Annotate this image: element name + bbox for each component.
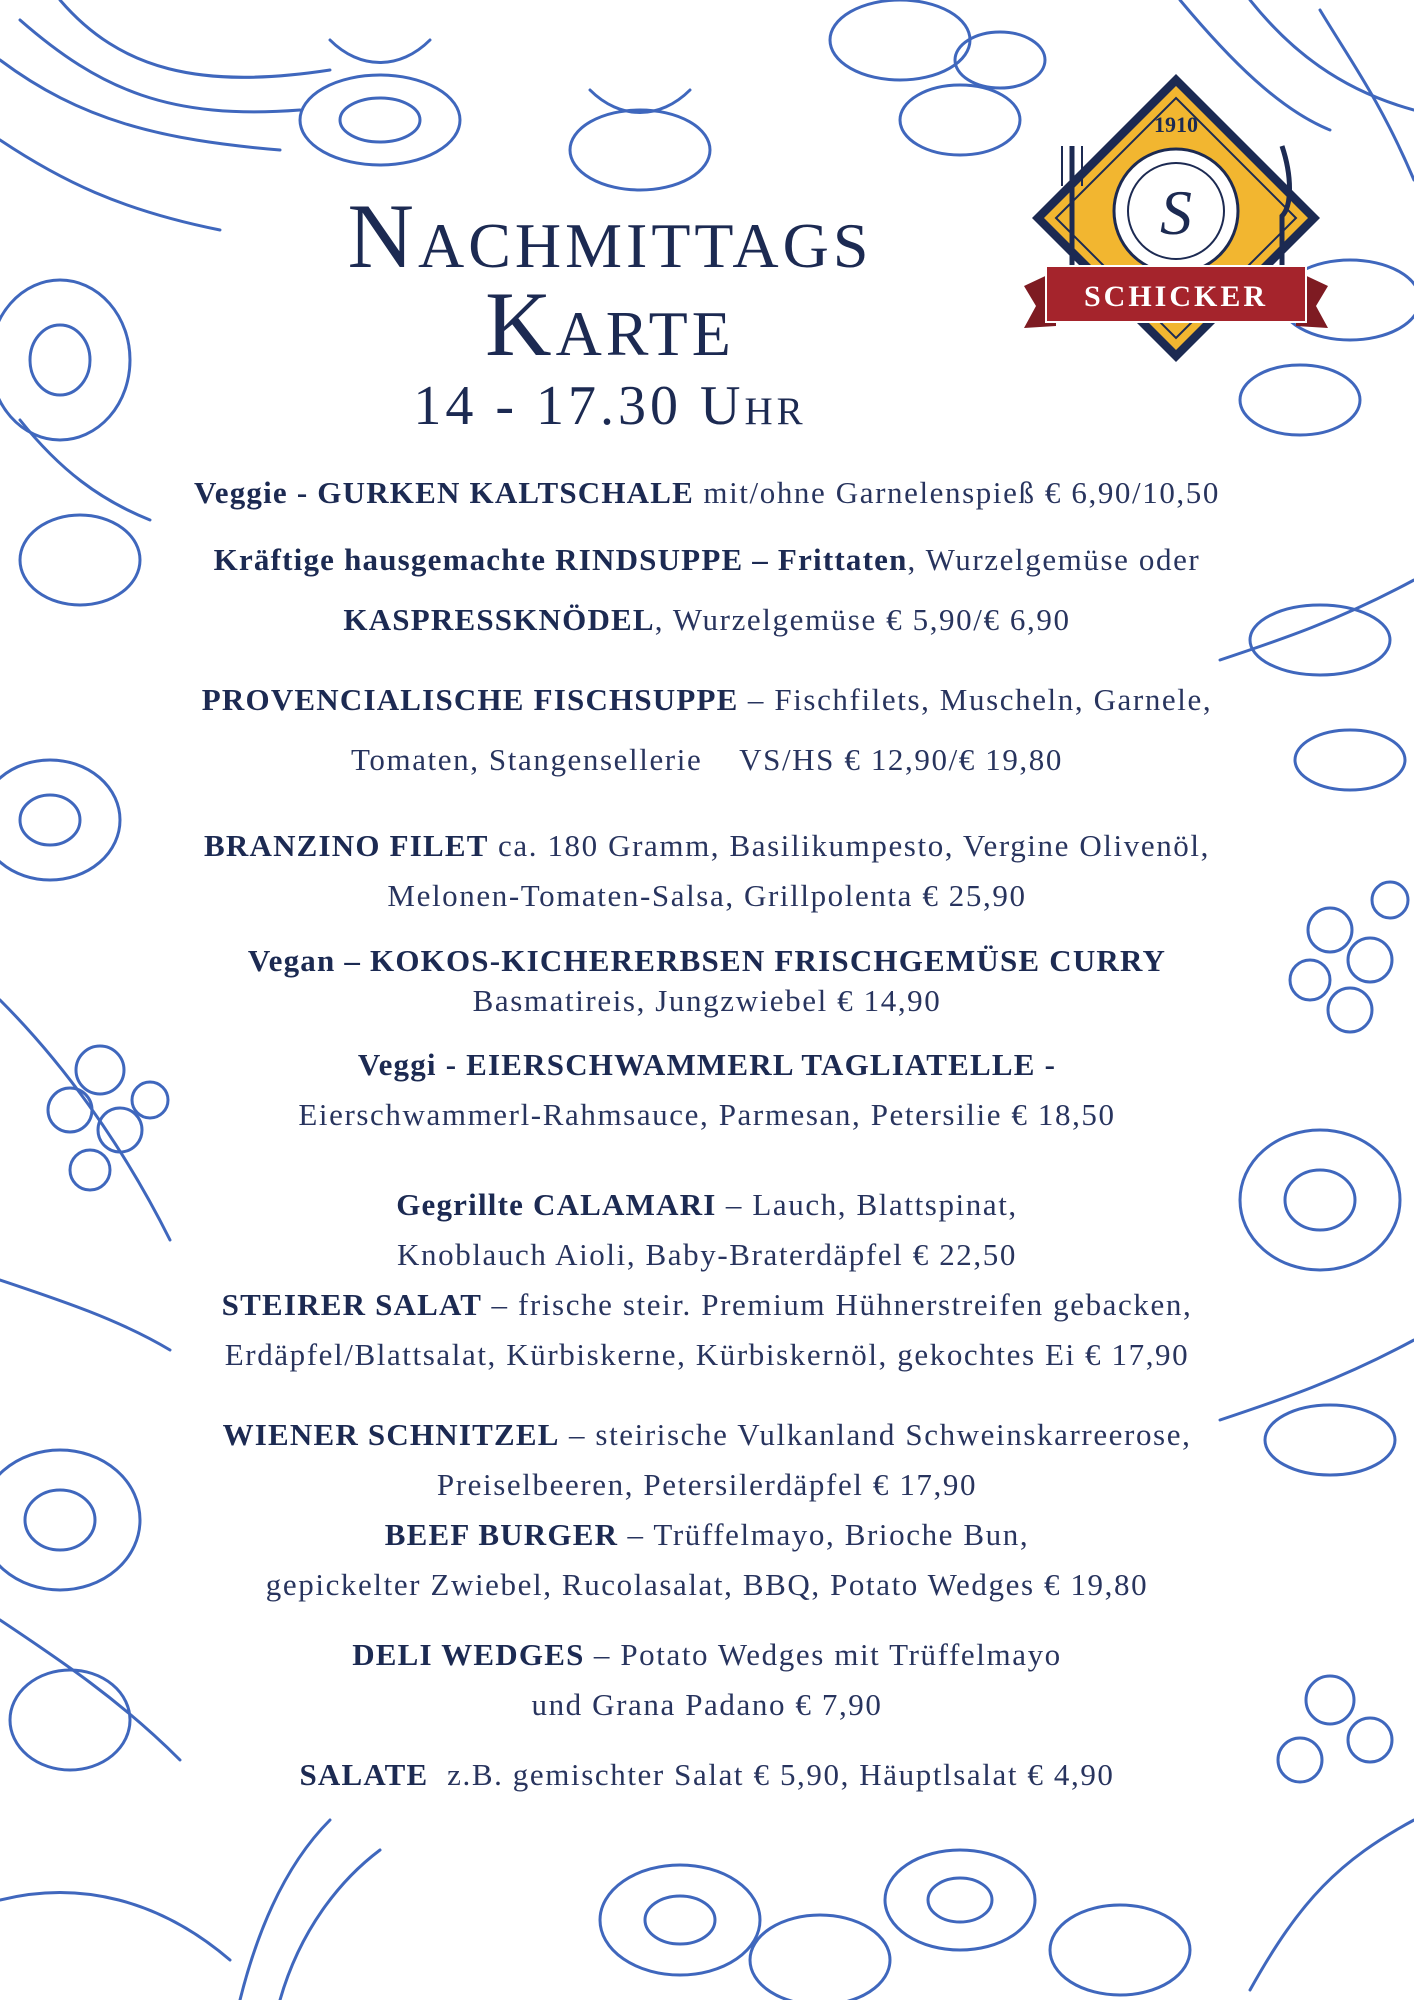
opening-hours: 14 - 17.30 Uhr [413, 375, 807, 437]
dish-description: – steirische Vulkanland Schweinskarreerose, [559, 1417, 1192, 1452]
dish-description: Melonen-Tomaten-Salsa, Grillpolenta € 25,90 [387, 878, 1027, 913]
dish-description: – Potato Wedges mit Trüffelmayo [584, 1637, 1062, 1672]
dish-name: Veggie - GURKEN KALTSCHALE [194, 475, 695, 510]
menu-line [140, 602, 1274, 638]
dish-description: Erdäpfel/Blattsalat, Kürbiskerne, Kürbiskernöl, gekochtes Ei € 17,90 [224, 1337, 1190, 1372]
dish-description: – frische steir. Premium Hühnerstreifen gebacken, [482, 1287, 1193, 1322]
dish-description: gepickelter Zwiebel, Rucolasalat, BBQ, Potato Wedges € 19,80 [265, 1567, 1149, 1602]
menu-line [140, 1237, 1274, 1273]
menu-title [230, 185, 990, 437]
menu-line [140, 542, 1274, 578]
dish-description: Knoblauch Aioli, Baby-Braterdäpfel € 22,50 [397, 1237, 1017, 1272]
menu-line [140, 1567, 1274, 1603]
menu-line [140, 1187, 1274, 1223]
logo-year: 1910 [1154, 112, 1198, 137]
dish-name: Vegan – KOKOS-KICHERERBSEN FRISCHGEMÜSE CURRY [247, 943, 1167, 978]
menu-line [140, 878, 1274, 914]
dish-name: STEIRER SALAT [221, 1287, 483, 1322]
dish-description: Basmatireis, Jungzwiebel € 14,90 [472, 983, 942, 1018]
dish-name: SALATE [299, 1757, 429, 1792]
menu-line [140, 1757, 1274, 1793]
logo-name: SCHICKER [1083, 280, 1269, 313]
menu-line [140, 1047, 1274, 1083]
menu-line [140, 742, 1274, 778]
menu-line [140, 1337, 1274, 1373]
dish-name: DELI WEDGES [352, 1637, 585, 1672]
dish-description: Tomaten, Stangensellerie VS/HS € 12,90/€ 19,80 [351, 742, 1063, 777]
dish-name: WIENER SCHNITZEL [222, 1417, 560, 1452]
dish-description: z.B. gemischter Salat € 5,90, Häuptlsalat € 4,90 [428, 1757, 1115, 1792]
dish-description: mit/ohne Garnelenspieß € 6,90/10,50 [694, 475, 1220, 510]
menu-line [140, 1687, 1274, 1723]
dish-name: Gegrillte CALAMARI [396, 1187, 717, 1222]
dish-description: , Wurzelgemüse oder [907, 542, 1201, 577]
dish-description: – Lauch, Blattspinat, [716, 1187, 1018, 1222]
logo-monogram: S [1160, 177, 1192, 248]
menu-line [140, 1287, 1274, 1323]
dish-description: – Fischfilets, Muscheln, Garnele, [738, 682, 1213, 717]
dish-name: BEEF BURGER [384, 1517, 619, 1552]
title-line-2: Karte [485, 273, 735, 375]
menu-line [140, 943, 1274, 979]
menu-line [140, 1517, 1274, 1553]
dish-name: PROVENCIALISCHE FISCHSUPPE [201, 682, 739, 717]
menu-line [140, 1417, 1274, 1453]
dish-description: Eierschwammerl-Rahmsauce, Parmesan, Petersilie € 18,50 [298, 1097, 1116, 1132]
menu-line [140, 1637, 1274, 1673]
title-line-1: Nachmittags [347, 185, 873, 287]
dish-name: KASPRESSKNÖDEL [343, 602, 655, 637]
menu-line [140, 475, 1274, 511]
dish-name: BRANZINO FILET [204, 828, 489, 863]
dish-description: und Grana Padano € 7,90 [531, 1687, 883, 1722]
dish-description: – Trüffelmayo, Brioche Bun, [618, 1517, 1030, 1552]
dish-description: , Wurzelgemüse € 5,90/€ 6,90 [654, 602, 1071, 637]
dish-name: Veggi - EIERSCHWAMMERL TAGLIATELLE - [357, 1047, 1057, 1082]
dish-description: ca. 180 Gramm, Basilikumpesto, Vergine Olivenöl, [488, 828, 1210, 863]
menu-line [140, 983, 1274, 1019]
menu-line [140, 1097, 1274, 1133]
schicker-logo [1016, 66, 1336, 376]
dish-name: Kräftige hausgemachte RINDSUPPE – Frittaten [213, 542, 908, 577]
dish-description: Preiselbeeren, Petersilerdäpfel € 17,90 [436, 1467, 978, 1502]
menu-line [140, 828, 1274, 864]
menu-line [140, 1467, 1274, 1503]
menu-line [140, 682, 1274, 718]
